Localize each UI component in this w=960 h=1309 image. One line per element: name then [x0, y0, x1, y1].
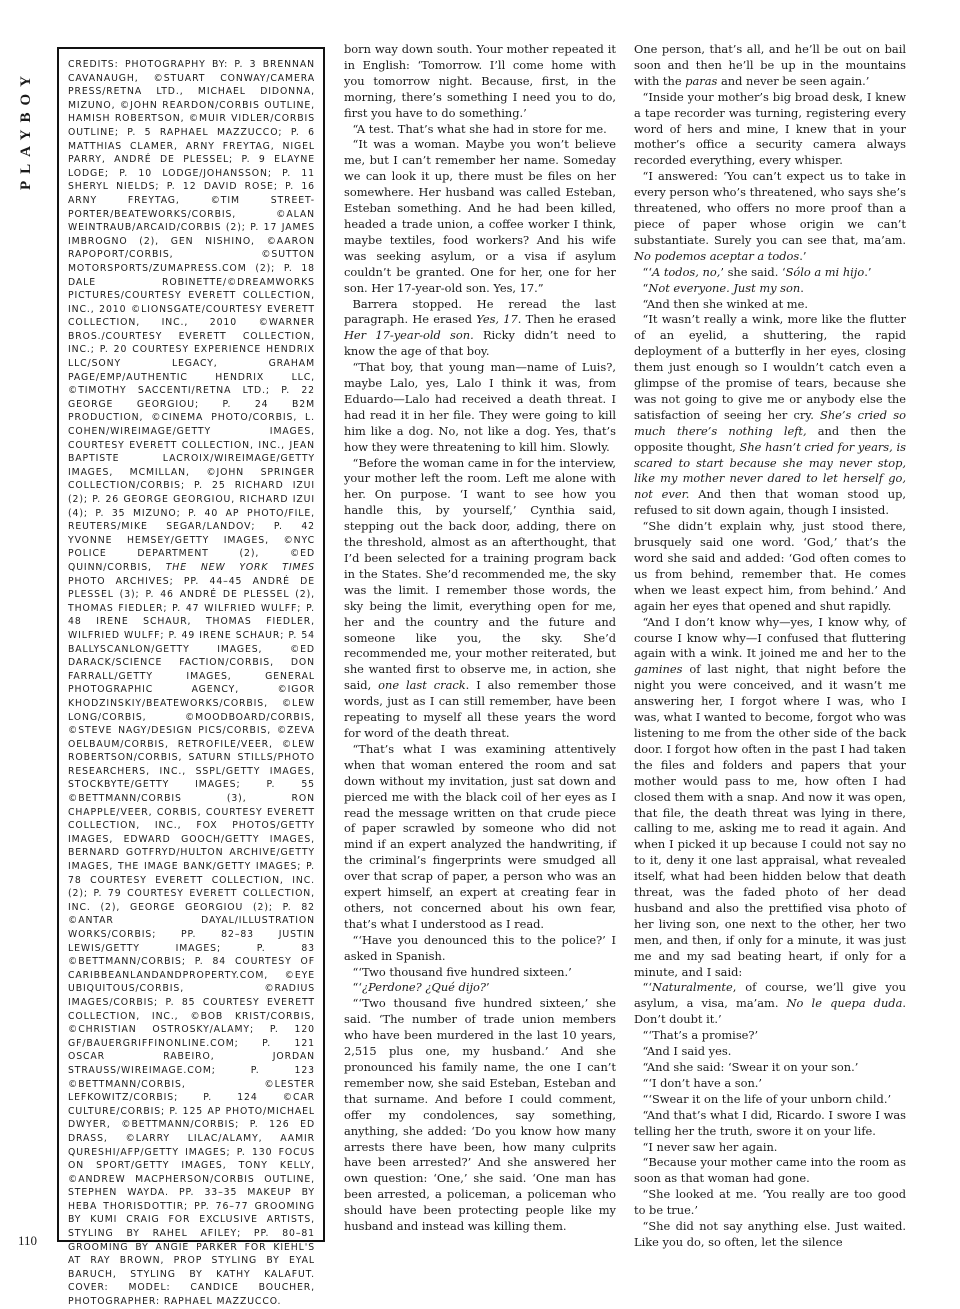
text-run: ’: [485, 980, 490, 995]
text-run: Ricky didn’t need to know the age of that boy.: [344, 328, 616, 359]
italic-text: Naturalmente: [652, 980, 733, 995]
paragraph: [634, 265, 906, 281]
text-run: “A test. That’s what she had in store for me.: [352, 121, 607, 136]
text-run: “She didn’t explain why, just stood there, brusquely said one word. ‘God,’ that’s the word she said and added: ‘God often comes to us from behind, remember that. He comes when we least expect him, from behind.’ And again her eyes that opened and shut rapidly.: [634, 519, 906, 613]
paragraph: [634, 1092, 906, 1108]
paragraph: [344, 297, 616, 361]
italic-text: ¿Perdone? ¿Qué dijo?: [362, 980, 486, 995]
playbook-brand-vertical: PLAYBOY: [18, 69, 34, 190]
paragraph: [344, 137, 616, 296]
text-run: “: [642, 280, 649, 295]
text-run: “And she said: ‘Swear it on your son.’: [642, 1060, 859, 1074]
italic-text: Sólo a mi hijo: [785, 264, 865, 279]
text-run: “Inside your mother’s big broad desk, I knew a tape recorder was turning, registering every word of hers and mine, I knew that in your mother’s office a security camera always recorded everything, every whisper.: [634, 89, 906, 168]
italic-text: Yes, 17.: [476, 312, 522, 327]
paragraph: [634, 297, 906, 313]
text-run: “I answered: ‘You can’t expect us to take in every person who’s threatened, who says she’s threatened, who offers no more proof than a piece of paper whose origin we can’t substantiate. Surely you can see that, ma’am.: [634, 169, 906, 247]
text-run: of last night, that night before the night you were conceived, and it wasn’t me answering her, I forgot where I was, who I was, what I wanted to become, forgot who was listening to me from the other side of the back door. I forgot how often in the past I had taken the files and folders and papers that your mother would pass to me, how often I had closed them with a snap. And now it was open, that file, the death threat was lying in there, calling to me, asking me to read it again. And when I picked it up because I could not say no to it, deny it one last appraisal, what revealed itself, what had been hidden below that death threat, was the faded photo of her dead husband and also the prettified visa photo of her living son, one next to the other, her two men, and then, if only for a minute, it was just me and my sad beating heart, if only for a minute, and I said:: [634, 662, 906, 979]
paragraph: [634, 1060, 906, 1076]
paragraph: [634, 615, 906, 981]
text-run: “‘: [642, 264, 652, 279]
paragraph: [344, 965, 616, 981]
paragraph: [634, 169, 906, 264]
text-run: “‘Have you denounced this to the police?’ I asked in Spanish.: [344, 932, 616, 963]
text-run: . I also remember those words, just as I can still remember, have been repeating to myself all these years the word for word of the death threat.: [344, 678, 616, 740]
paragraph: [634, 1028, 906, 1044]
italic-text: Her 17-year-old son.: [344, 328, 474, 343]
credits-box: [57, 47, 325, 1308]
paragraph: [634, 1044, 906, 1060]
paragraph: [344, 996, 616, 1235]
text-run: and then the opposite thought,: [634, 423, 906, 454]
text-run: . Don’t doubt it.’: [634, 996, 907, 1027]
paragraph: [344, 42, 616, 122]
italic-text: Not everyone. Just my son: [648, 280, 801, 295]
text-run: .: [800, 280, 804, 295]
paragraph: [634, 519, 906, 614]
credits-run: CREDITS: PHOTOGRAPHY BY: P. 3 BRENNAN CAVANAUGH, ©STUART CONWAY/CAMERA PRESS/RETNA LTD., MICHAEL DIDONNA, MIZUNO, ©JOHN REARDON/CORBIS OUTLINE, HAMISH ROBERTSON, ©MUIR VIDLER/CORBIS OUTLINE; P. 5 RAPHAEL MAZZUCCO; P. 6 MATTHIAS CLAMER, ARNY FREYTAG, NIGEL PARRY, ANDRÉ DE PLESSEL; P. 9 ELAYNE LODGE; P. 10 LODGE/JOHANSSON; P. 11 SHERYL NIELDS; P. 12 DAVID ROSE; P. 16 ARNY FREYTAG, ©TIM STREET-PORTER/BEATEWORKS/CORBIS, ©ALAN WEINTRAUB/ARCAID/CORBIS (2); P. 17 JAMES IMBROGNO (2), GEN NISHINO, ©AARON RAPOPORT/CORBIS, ©SUTTON MOTORSPORTS/ZUMAPRESS.COM (2); P. 18 DALE ROBINETTE/©DREAMWORKS PICTURES/COURTESY EVERETT COLLECTION, INC., 2010 ©LIONSGATE/COURTESY EVERETT COLLECTION, INC., 2010 ©WARNER BROS./COURTESY EVERETT COLLECTION, INC.; P. 20 COURTESY EXPERIENCE HENDRIX LLC/SONY LEGACY, GRAHAM PAGE/EMP/AUTHENTIC HENDRIX LLC, ©TIMOTHY SACCENTI/RETNA LTD.; P. 22 GEORGE GEORGIOU; P. 24 B2M PRODUCTION, ©CINEMA PHOTO/CORBIS, L. COHEN/WIREIMAGE/GETTY IMAGES, COURTESY EVERETT COLLECTION, INC., JEAN BAPTISTE LACROIX/WIREIMAGE/GETTY IMAGES, MCMILLAN, ©JOHN SPRINGER COLLECTION/CORBIS; P. 25 RICHARD IZUI (2); P. 26 GEORGE GEORGIOU, RICHARD IZUI (4); P. 35 MIZUNO; P. 40 AP PHOTO/FILE, REUTERS/MIKE SEGAR/LANDOV; P. 42 YVONNE HEMSEY/GETTY IMAGES, ©NYC POLICE DEPARTMENT (2), ©ED QUINN/CORBIS,: [68, 59, 315, 573]
text-run: “That boy, that young man—name of Luis?, maybe Lalo, yes, Lalo I think it was, from Eduardo—Lalo had received a death threat. I had read it in her file. They were going to kill him like a dog. No, not like a dog. Yes, that’s how they were threatening to kill him. Slowly.: [344, 360, 616, 454]
paragraph: [634, 980, 906, 1028]
text-run: “And that’s what I did, Ricardo. I swore I was telling her the truth, swore it on your life.: [634, 1107, 906, 1138]
text-run: “And then she winked at me.: [642, 296, 808, 311]
italic-text: A todos, no,: [652, 264, 721, 279]
paragraph: [634, 1108, 906, 1140]
credits-text: [68, 58, 315, 1309]
text-run: “That’s what I was examining attentively when that woman entered the room and sat down without my invitation, just sat down and pierced me with the black coil of her eyes as I read the message written on that crude piece of paper scrawled by someone who did not mind if an expert analyzed the handwriting, if the criminal’s fingerprints were smudged all over that scrap of paper, a person who was an expert himself, an expert at creating fear in others, not concerned about his own fear, that’s what I understood as I read.: [344, 741, 616, 931]
text-run: “‘: [642, 980, 652, 995]
text-run: .’: [799, 248, 807, 263]
italic-text: gamines: [634, 662, 683, 677]
text-run: .’: [864, 264, 872, 279]
article-column-2: [634, 42, 906, 1251]
text-run: Barrera stopped. He reread the last paragraph. He erased: [344, 296, 616, 327]
credits-run: PHOTO ARCHIVES; PP. 44–45 ANDRÉ DE PLESSEL (3); P. 46 ANDRÉ DE PLESSEL (2), THOMAS FIEDLER; P. 47 WILFRIED WULFF; P. 48 IRENE SCHAUR, THOMAS FIEDLER, WILFRIED WULFF; P. 49 IRENE SCHAUR; P. 54 BALLYSCANLON/GETTY IMAGES, ©ED DARACK/SCIENCE FACTION/CORBIS, DON FARRALL/GETTY IMAGES, GENERAL PHOTOGRAPHIC AGENCY, ©IGOR KHODZINSKIY/BEATEWORKS/CORBIS, ©LEW LONG/CORBIS, ©MOODBOARD/CORBIS, ©STEVE NAGY/DESIGN PICS/CORBIS, ©ZEVA OELBAUM/CORBIS, RETROFILE/VEER, ©LEW ROBERTSON/CORBIS, SATURN STILLS/PHOTO RESEARCHERS, INC., SSPL/GETTY IMAGES, STOCKBYTE/GETTY IMAGES; P. 55 ©BETTMANN/CORBIS (3), RON CHAPPLE/VEER, CORBIS, COURTESY EVERETT COLLECTION, INC., FOX PHOTOS/GETTY IMAGES, EDWARD GOOCH/GETTY IMAGES, BERNARD GOTFRYD/HULTON ARCHIVE/GETTY IMAGES, THE IMAGE BANK/GETTY IMAGES; P. 78 COURTESY EVERETT COLLECTION, INC. (2); P. 79 COURTESY EVERETT COLLECTION, INC. (2), GEORGE GEORGIOU (2); P. 82 ©ANTAR DAYAL/ILLUSTRATION WORKS/CORBIS; PP. 82–83 JUSTIN LEWIS/GETTY IMAGES; P. 83 ©BETTMANN/CORBIS; P. 84 COURTESY OF CARIBBEANLANDANDPROPERTY.COM, ©EYE UBIQUITOUS/CORBIS, ©RADIUS IMAGES/CORBIS; P. 85 COURTESY EVERETT COLLECTION, INC., ©BOB KRIST/CORBIS, ©CHRISTIAN OSTROSKY/ALAMY; P. 120 GF/BAUERGRIFFINONLINE.COM; P. 121 OSCAR RABEIRO, JORDAN STRAUSS/WIREIMAGE.COM; P. 123 ©BETTMANN/CORBIS, ©LESTER LEFKOWITZ/CORBIS; P. 124 ©CAR CULTURE/CORBIS; P. 125 AP PHOTO/MICHAEL DWYER, ©BETTMANN/CORBIS; P. 126 ED DRASS, ©LARRY LILAC/ALAMY, AAMIR QURESHI/AFP/GETTY IMAGES; P. 130 FOCUS ON SPORT/GETTY IMAGES, TONY KELLY, ©ANDREW MACPHERSON/CORBIS OUTLINE, STEPHEN WAYDA. PP. 33–35 MAKEUP BY HEBA THORISDOTTIR; PP. 76–77 GROOMING BY KUMI CRAIG FOR EXCLUSIVE ARTISTS, STYLING BY RAHEL AFILEY; PP. 80–81 GROOMING BY ANGIE PARKER FOR KIEHL'S AT RAY BROWN, PROP STYLING BY EYAL BARUCH, STYLING BY KATHY KALAFUT. COVER: MODEL: CANDICE BOUCHER, PHOTOGRAPHER: RAPHAEL MAZZUCCO.: [68, 575, 315, 1308]
text-run: Then he erased: [521, 312, 616, 327]
text-run: , of course, we’ll give you asylum, a visa, ma’am.: [634, 980, 906, 1011]
paragraph: [344, 122, 616, 138]
credits-italic-run: THE NEW YORK TIMES: [165, 561, 315, 573]
paragraph: [344, 360, 616, 455]
text-run: “It was a woman. Maybe you won’t believe me, but I can’t remember her name. Someday we can look it up, there must be files on her somewhere. Her husband was called Esteban, Esteban something. And he had been killed, headed a trade union, a coffee worker I think, maybe textiles, food workers? And his wife was seeking asylum, or a visa if asylum couldn’t be granted. One for her, one for her son. Her 17-year-old son. Yes, 17.”: [344, 137, 616, 295]
text-run: “Before the woman came in for the interview, your mother left the room. Left me alone with her. On purpose. ‘I want to see how you handle this, by yourself,’ Cynthia said, stepping out the back door, adding, there on the threshold, almost as an afterthought, that I’d been selected for a training program back in the States. She’d recommended me, the sky was the limit. I remember those words, the sky being the limit, everything open for me, her and the country and the future and someone like you, the sky. She’d recommended me, your mother reiterated, but she wanted first to observe me, in action, she said,: [344, 455, 616, 693]
paragraph: [344, 742, 616, 933]
text-run: ’ she said. ‘: [720, 264, 786, 279]
paragraph: [634, 42, 906, 90]
text-run: “‘: [352, 980, 362, 995]
text-run: “Because your mother came into the room as soon as that woman had gone.: [634, 1155, 906, 1186]
italic-text: one last crack: [378, 678, 466, 693]
paragraph: [634, 312, 906, 519]
text-run: “She looked at me. ‘You really are too good to be true.’: [634, 1187, 906, 1218]
text-run: “‘Two thousand five hundred sixteen,’ she said. ‘The number of trade union members who have been murdered in the last 10 years, 2,515 plus one, my husband.’ And she pronounced his family name, the one I can’t remember now, she said Esteban, Esteban and that surname. And before I could comment, offer my condolences, say something, anything, she added: ‘Do you know how many arrests there have been, how many culprits have been arrested?’ And she answered her own question: ‘One,’ she said. ‘One man has been arrested, a policeman, a policeman who should have been protecting people like my husband and instead was killing them.: [344, 996, 616, 1234]
italic-text: She hasn’t cried for years, is scared to start because she may never stop, like my mother never dared to let herself go, not ever.: [634, 439, 906, 502]
italic-text: paras: [685, 73, 718, 88]
text-run: And then that woman stood up, refused to sit down again, though I insisted.: [634, 487, 906, 518]
paragraph: [634, 1140, 906, 1156]
italic-text: She’s cried so much there’s nothing left,: [634, 407, 906, 438]
text-run: born way down south. Your mother repeated it in English: ‘Tomorrow. I’ll come home with you tomorrow night. Because, first, in the morning, there’s something I need you to do, first you have to do something.’: [344, 42, 616, 120]
italic-text: No podemos aceptar a todos: [634, 248, 800, 263]
paragraph: [634, 281, 906, 297]
paragraph: [634, 1219, 906, 1251]
text-run: “‘That’s a promise?’: [642, 1028, 759, 1043]
page-number: 110: [18, 1233, 38, 1248]
paragraph: [634, 1155, 906, 1187]
text-run: “‘Swear it on the life of your unborn child.’: [642, 1091, 892, 1106]
paragraph: [344, 933, 616, 965]
text-run: “She did not say anything else. Just waited. Like you do, so often, let the silence: [634, 1219, 906, 1249]
article-column-1: [344, 42, 616, 1235]
text-run: “‘Two thousand five hundred sixteen.’: [352, 964, 572, 979]
paragraph: [634, 1076, 906, 1092]
paragraph: [634, 1187, 906, 1219]
text-run: “It wasn’t really a wink, more like the flutter of an eyelid, a shuttering, the rapid deployment of a butterfly in her eyes, closing them just enough so I wouldn’t catch even a glimpse of the promise of tears, because she was not going to give me or anybody else the satisfaction of seeing her cry.: [634, 312, 906, 422]
italic-text: No le quepa duda: [786, 996, 903, 1011]
text-run: and never be seen again.’: [717, 73, 870, 88]
paragraph: [634, 90, 906, 170]
text-run: “And I said yes.: [642, 1044, 732, 1059]
paragraph: [344, 980, 616, 996]
text-run: “‘I don’t have a son.’: [642, 1075, 763, 1090]
paragraph: [344, 456, 616, 742]
text-run: One person, that’s all, and he’ll be out on bail soon and then he’ll be up in the mountains with the: [634, 42, 906, 88]
text-run: “I never saw her again.: [642, 1139, 778, 1154]
text-run: “And I don’t know why—yes, I know why, of course I know why—I confused that fluttering again with a wink. It joined me and her to the: [634, 614, 906, 661]
